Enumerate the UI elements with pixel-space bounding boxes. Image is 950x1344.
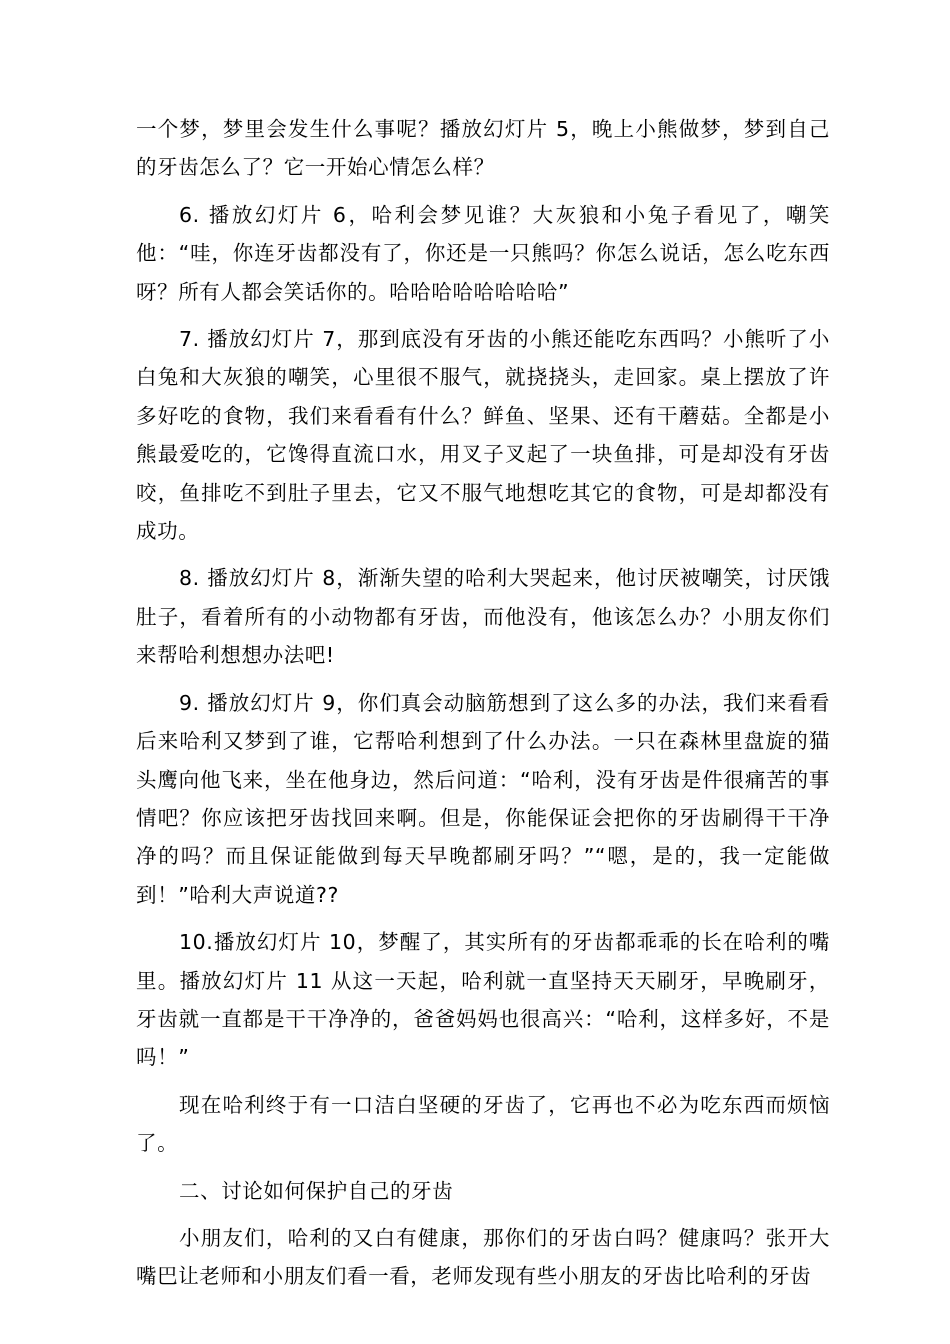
- section-heading-discussion: 二、讨论如何保护自己的牙齿: [179, 1178, 454, 1203]
- paragraph-continuation: 一个梦，梦里会发生什么事呢？播放幻灯片 5，晚上小熊做梦，梦到自己的牙齿怎么了？它一开始心情怎么样？: [136, 117, 830, 180]
- paragraph-step-7: 7. 播放幻灯片 7，那到底没有牙齿的小熊还能吃东西吗？小熊听了小白兔和大灰狼的嘲笑，心里很不服气，就挠挠头，走回家。桌上摆放了许多好吃的食物，我们来看看有什么？鲜鱼、坚果、还有干蘑菇。全都是小熊最爱吃的，它馋得直流口水，用叉子叉起了一块鱼排，可是却没有牙齿咬，鱼排吃不到肚子里去，它又不服气地想吃其它的食物，可是却都没有成功。: [136, 327, 830, 544]
- paragraph-step-6: 6. 播放幻灯片 6，哈利会梦见谁？大灰狼和小兔子看见了，嘲笑他：“哇，你连牙齿都没有了，你还是一只熊吗？你怎么说话，怎么吃东西呀？所有人都会笑话你的。哈哈哈哈哈哈哈哈”: [136, 202, 830, 304]
- paragraph-step-8: 8. 播放幻灯片 8，渐渐失望的哈利大哭起来，他讨厌被嘲笑，讨厌饿肚子，看着所有的小动物都有牙齿，而他没有，他该怎么办？小朋友你们来帮哈利想想办法吧!: [136, 566, 830, 668]
- paragraph-step-10: 10.播放幻灯片 10，梦醒了，其实所有的牙齿都乖乖的长在哈利的嘴里。播放幻灯片 11 从这一天起，哈利就一直坚持天天刷牙，早晚刷牙，牙齿就一直都是干干净净的，爸爸妈妈也很高兴：“哈利，这样多好，不是吗！”: [136, 930, 830, 1070]
- paragraph-discussion: 小朋友们，哈利的又白有健康，那你们的牙齿白吗？健康吗？张开大嘴巴让老师和小朋友们看一看，老师发现有些小朋友的牙齿比哈利的牙齿: [136, 1225, 830, 1289]
- paragraph-conclusion: 现在哈利终于有一口洁白坚硬的牙齿了，它再也不必为吃东西而烦恼了。: [136, 1092, 830, 1156]
- paragraph-step-9: 9. 播放幻灯片 9，你们真会动脑筋想到了这么多的办法，我们来看看后来哈利又梦到了谁，它帮哈利想到了什么办法。一只在森林里盘旋的猫头鹰向他飞来，坐在他身边，然后问道：“哈利，没有牙齿是件很痛苦的事情吧？你应该把牙齿找回来啊。但是，你能保证会把你的牙齿刷得干干净净的吗？而且保证能做到每天早晚都刷牙吗？”“嗯，是的，我一定能做到！”哈利大声说道??: [136, 690, 830, 907]
- document-body: [136, 110, 830, 1296]
